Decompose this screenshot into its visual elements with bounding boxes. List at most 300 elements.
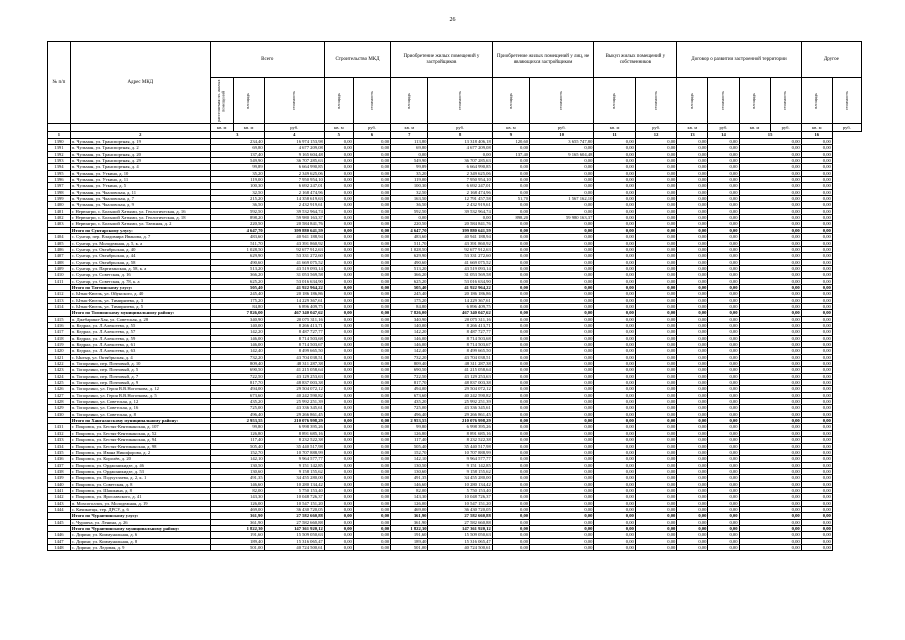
table-cell: 0,00: [801, 468, 832, 474]
table-cell: 0,00: [353, 272, 390, 278]
table-cell: 0,00: [739, 291, 801, 297]
row-address: г. Покровск, ул. Советская, д. 8: [70, 481, 210, 487]
header-cost: стоимость: [708, 78, 739, 124]
table-cell: 36 430 720,05: [428, 506, 492, 512]
table-cell: 0,00: [353, 430, 390, 436]
table-cell: 0,00: [708, 481, 739, 487]
table-cell: 0,00: [708, 373, 739, 379]
table-cell: 0,00: [353, 297, 390, 303]
column-index: 1: [48, 132, 71, 139]
table-cell: 0,00: [530, 246, 594, 252]
unit-rub: руб.: [770, 124, 801, 132]
cell-resettle-area: 146,60: [210, 481, 264, 487]
cell-resettle-area: 511,70: [210, 240, 264, 246]
header-cost: стоимость: [530, 78, 594, 124]
table-cell: 0,00: [594, 513, 635, 519]
table-cell: 41 215 058,64: [264, 367, 324, 373]
table-cell: 0,00: [353, 227, 390, 233]
table-cell: 0,00: [739, 183, 801, 189]
row-number: 1405: [48, 240, 71, 246]
table-cell: 0,00: [708, 525, 739, 531]
table-cell: 0,00: [324, 456, 353, 462]
table-cell: 0,00: [635, 265, 676, 271]
table-cell: 0,00: [594, 272, 635, 278]
table-cell: 0,00: [492, 202, 529, 208]
table-cell: 0,00: [801, 494, 832, 500]
column-index: 5: [324, 132, 353, 139]
row-address: г. Покровск, ул. Ярославского, д. 41: [70, 494, 210, 500]
table-cell: 20 186 186,86: [264, 291, 324, 297]
table-cell: 0,00: [635, 342, 676, 348]
table-cell: 48 311 287,38: [428, 361, 492, 367]
table-cell: 0,00: [677, 506, 708, 512]
table-cell: 29 266 861,45: [428, 411, 492, 417]
table-cell: 0,00: [708, 253, 739, 259]
row-address: п. Топорлино, ул. Героя В.В.Ноготкова, д. 5: [70, 392, 210, 398]
table-cell: 491,35: [391, 475, 428, 481]
table-cell: 0,00: [324, 443, 353, 449]
table-cell: 0,00: [801, 208, 832, 214]
table-cell: 41 922 964,22: [264, 284, 324, 290]
table-cell: 0,00: [492, 424, 529, 430]
table-cell: 0,00: [594, 538, 635, 544]
table-cell: 210 076 998,29: [428, 418, 492, 424]
table-cell: 0,00: [708, 234, 739, 240]
row-number: 1448: [48, 545, 71, 551]
table-cell: 0,00: [353, 462, 390, 468]
table-cell: 0,00: [492, 208, 529, 214]
table-cell: 25 992 251,39: [264, 399, 324, 405]
row-address: п. Чульман, ул. Уткина, д. 10: [70, 170, 210, 176]
table-cell: 8 891 685,16: [264, 430, 324, 436]
unit-kvm: кв. м: [801, 124, 832, 132]
table-cell: 0,00: [801, 380, 832, 386]
table-cell: 40 941 188,94: [428, 234, 492, 240]
table-cell: 0,00: [530, 430, 594, 436]
header-group-territory: Договор о развитии застроенной территории: [677, 42, 801, 78]
table-cell: 0,00: [708, 361, 739, 367]
table-cell: 0,00: [801, 202, 832, 208]
table-cell: 0,00: [353, 246, 390, 252]
table-cell: 163,50: [391, 196, 428, 202]
table-cell: 43 129 253,63: [428, 373, 492, 379]
table-cell: 0,00: [635, 202, 676, 208]
table-cell: 0,00: [594, 183, 635, 189]
table-cell: 0,00: [708, 278, 739, 284]
table-cell: 0,00: [801, 513, 832, 519]
row-address: с. Сунтар, ул. Октябрьская, д. 44: [70, 253, 210, 259]
table-cell: 0,00: [324, 272, 353, 278]
table-cell: 0,00: [492, 468, 529, 474]
cell-resettle-area: 722,50: [210, 373, 264, 379]
table-cell: 0,00: [594, 373, 635, 379]
table-cell: 0,00: [801, 322, 832, 328]
cell-resettle-area: 629,90: [210, 253, 264, 259]
table-cell: 4 677 209,08: [264, 145, 324, 151]
table-cell: 0,00: [530, 208, 594, 214]
table-cell: 16 974 153,98: [264, 139, 324, 145]
row-number: 1390: [48, 139, 71, 145]
table-cell: 1 028,50: [391, 246, 428, 252]
table-cell: 0,00: [530, 468, 594, 474]
table-cell: 0,00: [324, 240, 353, 246]
cell-resettle-area: 483,60: [210, 234, 264, 240]
table-cell: 0,00: [530, 538, 594, 544]
table-cell: 0,00: [708, 354, 739, 360]
row-address: п. Джебарики-Хая, ул. Советская, д. 28: [70, 316, 210, 322]
table-cell: 0,00: [677, 164, 708, 170]
table-cell: 0,00: [739, 335, 801, 341]
table-cell: 0,00: [492, 367, 529, 373]
table-cell: 15 316 065,47: [264, 538, 324, 544]
table-cell: 0,00: [801, 227, 832, 233]
table-cell: 0,00: [708, 196, 739, 202]
cell-resettle-area: 1 028,50: [210, 246, 264, 252]
table-cell: 0,00: [677, 418, 708, 424]
table-cell: 0,00: [594, 240, 635, 246]
table-cell: 0,00: [708, 348, 739, 354]
table-cell: 0,00: [801, 196, 832, 202]
table-cell: 0,00: [739, 196, 801, 202]
table-cell: 0,00: [801, 437, 832, 443]
table-cell: 0,00: [739, 437, 801, 443]
table-cell: 0,00: [677, 513, 708, 519]
table-cell: 0,00: [492, 506, 529, 512]
table-cell: 0,00: [801, 164, 832, 170]
table-cell: 0,00: [492, 177, 529, 183]
table-cell: 0,00: [739, 361, 801, 367]
table-cell: 0,00: [594, 545, 635, 551]
table-cell: 0,00: [708, 164, 739, 170]
row-address: п. Чульман, ул. Чкаловская, д. 7: [70, 196, 210, 202]
table-cell: 0,00: [353, 253, 390, 259]
table-cell: 10 707 888,99: [428, 449, 492, 455]
table-cell: 6 998 395,26: [264, 424, 324, 430]
table-cell: 0,00: [677, 456, 708, 462]
table-cell: 0,00: [492, 227, 529, 233]
table-cell: 0,00: [492, 399, 529, 405]
table-cell: 43 129 253,63: [264, 373, 324, 379]
unit-kvm: кв. м: [233, 124, 264, 132]
table-cell: 0,00: [677, 265, 708, 271]
table-cell: 0,00: [677, 500, 708, 506]
table-cell: 0,00: [635, 284, 676, 290]
table-cell: 0,00: [635, 291, 676, 297]
row-number: 1403: [48, 221, 71, 227]
table-cell: 0,00: [801, 538, 832, 544]
unit-kvm: кв. м: [677, 124, 708, 132]
row-number: 1430: [48, 411, 71, 417]
table-cell: 0,00: [324, 519, 353, 525]
table-cell: 0,00: [324, 170, 353, 176]
table-cell: 0,00: [708, 411, 739, 417]
table-cell: 0,00: [492, 322, 529, 328]
table-cell: 0,00: [801, 139, 832, 145]
table-cell: 0,00: [677, 361, 708, 367]
column-index: 16: [801, 132, 832, 139]
table-cell: 0,00: [635, 475, 676, 481]
table-cell: 0,00: [594, 399, 635, 405]
table-cell: 0,00: [530, 291, 594, 297]
table-cell: 6 896 409,75: [428, 303, 492, 309]
table-cell: 0,00: [594, 456, 635, 462]
header-area: площадь: [801, 78, 832, 124]
table-cell: 722,50: [391, 373, 428, 379]
table-cell: 0,00: [677, 424, 708, 430]
table-cell: 10 280 134,42: [264, 481, 324, 487]
table-cell: 0,00: [353, 386, 390, 392]
table-cell: 0,00: [635, 449, 676, 455]
cell-resettle-area: 505,40: [210, 443, 264, 449]
cell-resettle-area: 673,60: [210, 392, 264, 398]
cell-resettle-area: 361,90: [210, 513, 264, 519]
table-cell: 0,00: [635, 525, 676, 531]
table-cell: 0,00: [353, 494, 390, 500]
table-cell: 27 582 660,88: [264, 519, 324, 525]
table-cell: 0,00: [635, 297, 676, 303]
table-cell: 0,00: [353, 208, 390, 214]
table-cell: 0,00: [324, 424, 353, 430]
table-cell: 361,90: [391, 513, 428, 519]
table-cell: 0,00: [739, 367, 801, 373]
table-cell: 59 980 163,37: [264, 215, 324, 221]
table-cell: 0,00: [739, 202, 801, 208]
table-cell: 99,80: [391, 424, 428, 430]
table-cell: 0,00: [708, 456, 739, 462]
table-cell: 0,00: [492, 449, 529, 455]
table-cell: 0,00: [708, 475, 739, 481]
table-cell: 0,00: [492, 158, 529, 164]
table-cell: 0,00: [324, 354, 353, 360]
table-cell: 0,00: [635, 189, 676, 195]
table-cell: 9 165 604,48: [264, 151, 324, 157]
table-cell: 0,00: [492, 481, 529, 487]
row-number: 1440: [48, 481, 71, 487]
table-cell: 0,00: [594, 177, 635, 183]
table-cell: 0,00: [708, 322, 739, 328]
row-address: п. Чульман, ул. Транспортная, д. 4: [70, 164, 210, 170]
table-cell: 0,00: [708, 272, 739, 278]
table-cell: 0,00: [708, 494, 739, 500]
table-cell: 0,00: [801, 265, 832, 271]
table-cell: 9 964 577,77: [264, 456, 324, 462]
table-cell: 0,00: [353, 354, 390, 360]
table-cell: 0,00: [594, 500, 635, 506]
table-cell: 0,00: [492, 170, 529, 176]
table-cell: 27 582 660,88: [428, 519, 492, 525]
table-cell: 0,00: [324, 284, 353, 290]
row-address: п. Топорлино, пер. Почтовый, д. 5: [70, 367, 210, 373]
header-area: площадь: [233, 78, 264, 124]
table-cell: 0,00: [635, 303, 676, 309]
table-cell: 0,00: [677, 139, 708, 145]
table-cell: 673,60: [391, 392, 428, 398]
table-cell: 0,00: [677, 259, 708, 265]
table-cell: 0,00: [801, 430, 832, 436]
table-cell: 0,00: [635, 481, 676, 487]
row-address: п. Кедрал, ул. Л.Алексеева, д. 59: [70, 335, 210, 341]
table-cell: 0,00: [324, 411, 353, 417]
header-cost: стоимость: [353, 78, 390, 124]
table-cell: 43 336 345,61: [264, 405, 324, 411]
table-cell: 0,00: [677, 373, 708, 379]
table-cell: 0,00: [391, 215, 428, 221]
table-cell: 0,00: [677, 443, 708, 449]
table-cell: 6 664 990,85: [264, 164, 324, 170]
table-cell: 511,70: [391, 240, 428, 246]
table-cell: 0,00: [739, 373, 801, 379]
header-resettle-area: расселяемая пл. жилых помещений: [210, 78, 233, 124]
row-number: 1406: [48, 246, 71, 252]
table-cell: 0,00: [739, 525, 801, 531]
table-cell: 9 964 577,77: [428, 456, 492, 462]
table-cell: 34 455 280,00: [264, 475, 324, 481]
table-cell: 0,00: [739, 240, 801, 246]
subtotal-label: Итого по Чурапчинскому улусу:: [70, 513, 210, 519]
table-cell: 14 229 367,61: [428, 297, 492, 303]
row-number: 1433: [48, 437, 71, 443]
table-cell: 0,00: [353, 519, 390, 525]
table-cell: 0,00: [739, 139, 801, 145]
table-cell: 0,00: [492, 525, 529, 531]
table-cell: 0,00: [353, 418, 390, 424]
table-cell: 0,00: [324, 525, 353, 531]
table-cell: 0,00: [801, 487, 832, 493]
cell-resettle-area: 340,90: [210, 316, 264, 322]
table-cell: 496,40: [391, 411, 428, 417]
table-cell: 0,00: [492, 189, 529, 195]
table-cell: 0,00: [739, 253, 801, 259]
table-cell: 0,00: [739, 158, 801, 164]
table-cell: 0,00: [353, 164, 390, 170]
table-cell: 0,00: [801, 310, 832, 316]
table-cell: 0,00: [324, 246, 353, 252]
table-cell: 0,00: [530, 424, 594, 430]
table-cell: 0,00: [324, 481, 353, 487]
row-address: п. Кедрал, ул. Л.Алексеева, д. 61: [70, 342, 210, 348]
table-cell: 0,00: [677, 151, 708, 157]
table-cell: 0,00: [801, 189, 832, 195]
header-cost: стоимость: [264, 78, 324, 124]
table-cell: 0,00: [739, 386, 801, 392]
table-cell: 0,00: [353, 538, 390, 544]
table-cell: 40 242 590,82: [428, 392, 492, 398]
unit-kvm: кв. м: [210, 124, 233, 132]
header-group-developer-purchase: Приобретение жилых помещений у застройщиков: [391, 42, 493, 78]
table-cell: 0,00: [492, 278, 529, 284]
table-cell: 0,00: [324, 215, 353, 221]
table-cell: 0,00: [353, 506, 390, 512]
row-number: 1416: [48, 322, 71, 328]
table-cell: 0,00: [594, 506, 635, 512]
table-cell: 0,00: [492, 348, 529, 354]
table-cell: 0,00: [677, 329, 708, 335]
table-cell: 0,00: [801, 525, 832, 531]
unit-rub: руб.: [428, 124, 492, 132]
table-cell: 0,00: [739, 475, 801, 481]
table-cell: 0,00: [635, 221, 676, 227]
table-cell: 0,00: [324, 177, 353, 183]
column-index: 8: [428, 132, 492, 139]
table-cell: 0,00: [677, 240, 708, 246]
table-cell: 0,00: [739, 443, 801, 449]
table-cell: 0,00: [324, 265, 353, 271]
table-cell: 0,00: [353, 151, 390, 157]
header-area: площадь: [739, 78, 770, 124]
table-cell: 0,00: [635, 246, 676, 252]
table-cell: 0,00: [635, 259, 676, 265]
table-cell: 592,50: [391, 208, 428, 214]
table-cell: 8 714 503,67: [264, 342, 324, 348]
table-cell: 0,00: [324, 322, 353, 328]
row-address: г. Покровск, ул. Королёв, д. 20: [70, 456, 210, 462]
table-cell: 0,00: [353, 322, 390, 328]
table-cell: 0,00: [391, 151, 428, 157]
table-cell: 0,00: [324, 380, 353, 386]
table-cell: 0,00: [353, 310, 390, 316]
table-cell: 0,00: [324, 253, 353, 259]
table-cell: 0,00: [324, 418, 353, 424]
table-cell: 0,00: [594, 468, 635, 474]
column-index: 2: [70, 132, 210, 139]
table-cell: 0,00: [739, 513, 801, 519]
table-cell: 0,00: [708, 284, 739, 290]
cell-resettle-area: 84,80: [210, 303, 264, 309]
row-address: п. Кедрал, ул. Л.Алексеева, д. 57: [70, 329, 210, 335]
header-group-buyout: Выкуп жилых помещений у собственников: [594, 42, 677, 78]
table-cell: 8 232 522,38: [264, 437, 324, 443]
table-cell: 2 168 474,96: [428, 189, 492, 195]
table-cell: 191,60: [391, 532, 428, 538]
row-address: п. Топорлино, ул. Советская, д. 8: [70, 411, 210, 417]
table-cell: 0,00: [677, 170, 708, 176]
subtotal-label: Итого по Томпонскому муниципальному району:: [70, 310, 210, 316]
row-address: с. Диринг, ул. Коммунальная, д. 8: [70, 538, 210, 544]
table-cell: 0,00: [801, 348, 832, 354]
table-cell: 0,00: [677, 297, 708, 303]
table-cell: 0,00: [801, 449, 832, 455]
table-cell: 0,00: [353, 183, 390, 189]
table-cell: 59 980 163,37: [530, 215, 594, 221]
table-cell: 0,00: [594, 525, 635, 531]
table-cell: 0,00: [492, 265, 529, 271]
table-cell: 1 567 162,10: [530, 196, 594, 202]
table-cell: 0,00: [492, 234, 529, 240]
resettlement-table: [47, 41, 862, 551]
row-address: п. Кедрал, ул. Л.Алексеева, д. 55: [70, 322, 210, 328]
table-cell: 6 664 990,85: [428, 164, 492, 170]
table-cell: 0,00: [324, 449, 353, 455]
table-cell: 8 891 685,16: [428, 430, 492, 436]
table-cell: 0,00: [677, 519, 708, 525]
table-cell: 0,00: [353, 525, 390, 531]
table-cell: 0,00: [677, 538, 708, 544]
row-number: 1435: [48, 449, 71, 455]
table-cell: 0,00: [530, 513, 594, 519]
table-cell: 0,00: [677, 322, 708, 328]
table-cell: 0,00: [353, 424, 390, 430]
table-cell: 0,00: [801, 532, 832, 538]
table-cell: 0,00: [353, 196, 390, 202]
cell-resettle-area: 505,40: [210, 284, 264, 290]
table-cell: 0,00: [677, 202, 708, 208]
table-cell: 0,00: [530, 405, 594, 411]
row-number: 1407: [48, 253, 71, 259]
table-cell: 0,00: [801, 234, 832, 240]
table-cell: 0,00: [594, 259, 635, 265]
column-index: 12: [635, 132, 676, 139]
table-cell: 6 692 247,01: [264, 183, 324, 189]
